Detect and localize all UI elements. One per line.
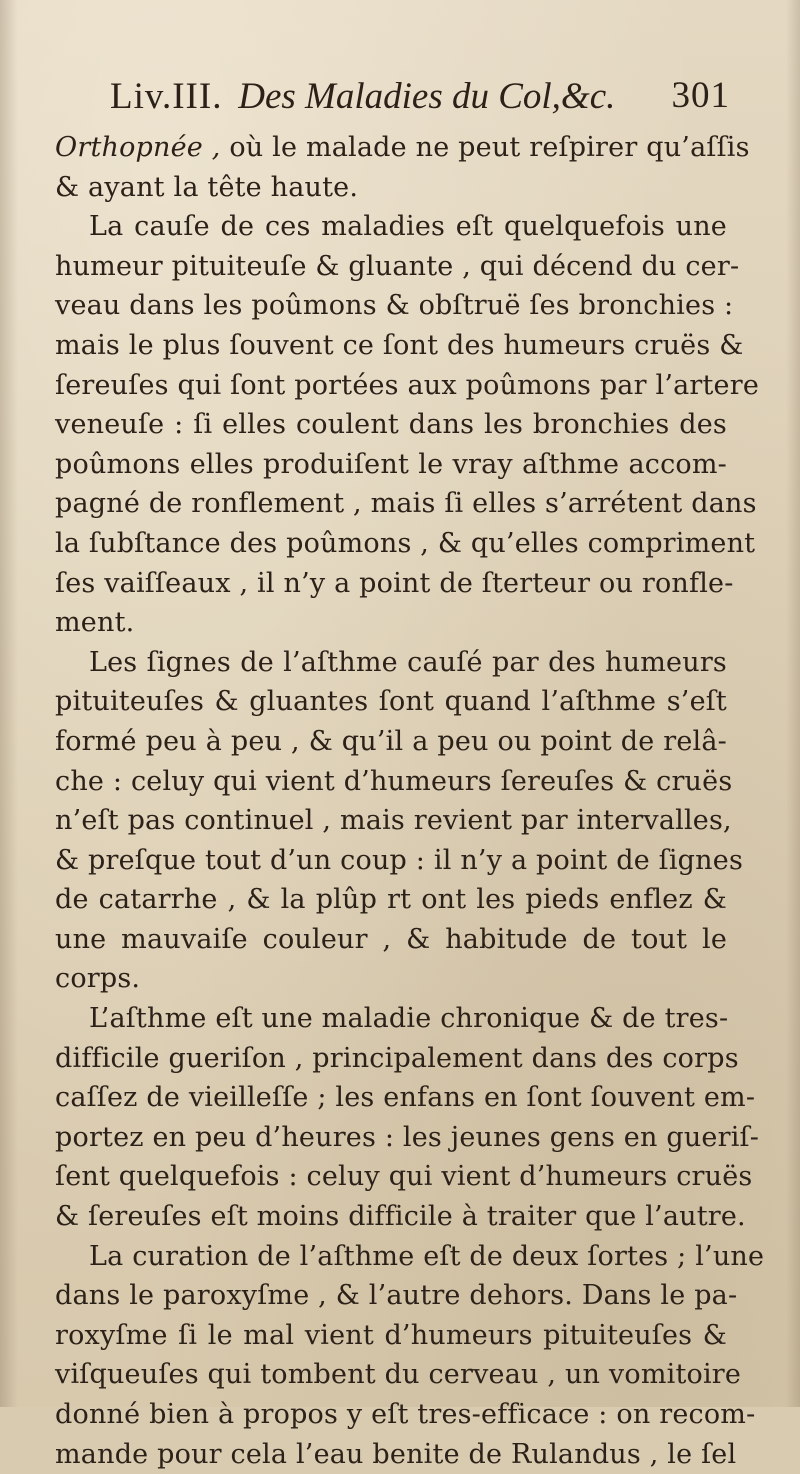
text-line (55, 841, 743, 881)
line-text: mais le plus ſouvent ce ſont des humeurs cruës & (55, 329, 744, 361)
line-text: roxyſme ſi le mal vient d’humeurs pituiteuſes & (55, 1319, 727, 1351)
text-line (55, 1276, 738, 1316)
line-text: viſqueuſes qui tombent du cerveau , un vomitoire (55, 1359, 742, 1391)
text-line (55, 366, 760, 406)
text-line (55, 1118, 760, 1158)
text-line (55, 168, 727, 208)
text-line (55, 405, 727, 445)
line-text: ſes vaiſſeaux , il n’y a point de ſterteur ou ronfle- (55, 567, 734, 599)
text-line (55, 445, 727, 485)
text-line (55, 1395, 756, 1435)
line-text: caſſez de vieilleſſe ; les enfans en ſont ſouvent em- (55, 1082, 756, 1114)
line-text: difficile gueriſon , principalement dans des corps (55, 1042, 739, 1074)
text-line (55, 484, 757, 524)
text-line (55, 524, 756, 564)
text-line (55, 603, 727, 643)
line-text: formé peu à peu , & qu’il a peu ou point de relâ- (55, 725, 727, 757)
line-text: & ayant la tête haute. (55, 171, 359, 203)
running-head (110, 70, 730, 122)
line-text: pagné de ronflement , mais ſi elles s’arrétent dans (55, 488, 757, 520)
text-line (55, 1237, 765, 1277)
line-text: La cauſe de ces maladies eſt quelquefois une (89, 211, 727, 243)
line-text: La curation de l’aſthme eſt de deux ſortes ; l’une (89, 1240, 765, 1272)
text-line (55, 1078, 756, 1118)
body-text (55, 128, 765, 1474)
italic-term: Orthopnée , (55, 132, 221, 163)
text-line (55, 999, 727, 1039)
line-text: n’eſt pas continuel , mais revient par intervalles, (55, 805, 732, 837)
text-line (55, 643, 727, 683)
line-text: ment. (55, 607, 135, 639)
text-line (55, 682, 727, 722)
text-line (55, 207, 727, 247)
text-line (55, 762, 733, 802)
text-line (55, 128, 750, 168)
line-text: où le malade ne peut reſpirer qu’aſſis (220, 132, 750, 163)
text-line (55, 1435, 737, 1474)
book-reference: Liv.III. (110, 76, 223, 117)
text-line (55, 1039, 739, 1079)
line-text: humeur pituiteuſe & gluante , qui décend du cer- (55, 250, 740, 282)
line-text: dans le paroxyſme , & l’autre dehors. Dans le pa- (55, 1280, 738, 1312)
line-text: portez en peu d’heures : les jeunes gens en gueriſ- (55, 1121, 760, 1153)
text-line (55, 564, 734, 604)
text-line (55, 247, 740, 287)
line-text: poûmons elles produiſent le vray aſthme accom- (55, 448, 727, 480)
text-line (55, 959, 727, 999)
text-line (55, 1157, 753, 1197)
text-line (55, 326, 744, 366)
line-text: Les ſignes de l’aſthme cauſé par des humeurs (89, 646, 727, 678)
line-text: donné bien à propos y eſt tres-efficace : on recom- (55, 1399, 756, 1430)
line-text: & preſque tout d’un coup : il n’y a point de ſignes (55, 844, 743, 876)
line-text: pituiteuſes & gluantes ſont quand l’aſthme s’eſt (55, 686, 727, 718)
text-line (55, 722, 727, 762)
text-line (55, 801, 732, 841)
text-line (55, 286, 734, 326)
text-line (55, 1355, 742, 1395)
line-text: corps. (55, 963, 141, 995)
line-text: mande pour cela l’eau benite de Rulandus , le ſel (55, 1438, 737, 1470)
line-text: & ſereuſes eſt moins difficile à traiter que l’autre. (55, 1201, 746, 1233)
line-text: veneuſe : ſi elles coulent dans les bronchies des (55, 409, 727, 441)
line-text: de catarrhe , & la plûp rt ont les pieds enflez & (55, 884, 727, 916)
line-text: la ſubſtance des poûmons , & qu’elles compriment (55, 527, 756, 559)
line-text: ſent quelquefois : celuy qui vient d’humeurs cruës (55, 1161, 753, 1193)
line-text: une mauvaiſe couleur , & habitude de tout le (55, 923, 727, 955)
chapter-title: Des Maladies du Col,&c. (238, 76, 616, 117)
page-number: 301 (671, 75, 730, 116)
line-text: ſereuſes qui ſont portées aux poûmons par l’artere (55, 369, 760, 401)
text-line (55, 920, 727, 960)
line-text: L’aſthme eſt une maladie chronique & de tres- (89, 1003, 729, 1035)
text-line (55, 880, 727, 920)
text-line (55, 1316, 727, 1356)
line-text: veau dans les poûmons & obſtruë ſes bronchies : (55, 290, 734, 322)
text-line (55, 1197, 746, 1237)
line-text: che : celuy qui vient d’humeurs ſereuſes & cruës (55, 765, 733, 797)
